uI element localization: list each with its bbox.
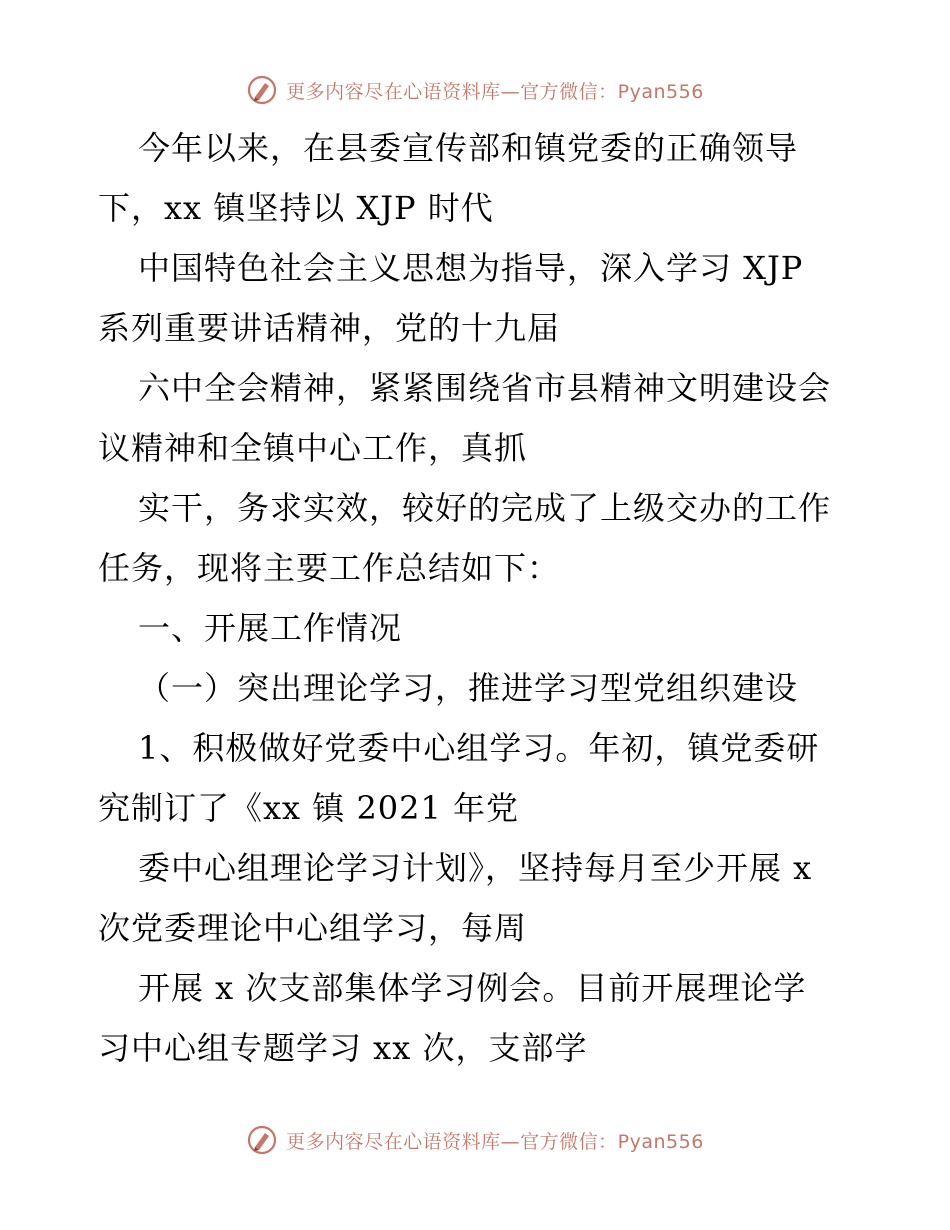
subsection-heading: （一）突出理论学习，推进学习型党组织建设 — [138, 669, 799, 707]
document-body — [98, 118, 858, 1078]
section-heading: 一、开展工作情况 — [138, 609, 403, 647]
footer-watermark — [0, 1120, 950, 1160]
paragraph-line: 任务，现将主要工作总结如下： — [98, 549, 561, 587]
header-watermark — [0, 70, 950, 110]
watermark-text: 更多内容尽在心语资料库—官方微信：Pyan556 — [286, 1130, 704, 1153]
paragraph-line: 次党委理论中心组学习，每周 — [98, 909, 528, 947]
paragraph-line: 1、积极做好党委中心组学习。年初，镇党委研 — [138, 729, 820, 767]
paragraph-line: 今年以来，在县委宣传部和镇党委的正确领导 — [138, 129, 799, 167]
paragraph-line: 下，xx 镇坚持以 XJP 时代 — [98, 189, 494, 227]
pen-logo-icon — [246, 74, 278, 106]
paragraph-line: 议精神和全镇中心工作，真抓 — [98, 429, 528, 467]
paragraph-line: 六中全会精神，紧紧围绕省市县精神文明建设会 — [138, 369, 832, 407]
paragraph-line: 开展 x 次支部集体学习例会。目前开展理论学 — [138, 969, 807, 1007]
paragraph-line: 委中心组理论学习计划》，坚持每月至少开展 x — [138, 849, 813, 887]
pen-logo-icon — [246, 1124, 278, 1156]
paragraph-line: 实干，务求实效，较好的完成了上级交办的工作 — [138, 489, 832, 527]
watermark-text: 更多内容尽在心语资料库—官方微信：Pyan556 — [286, 80, 704, 103]
paragraph-line: 究制订了《xx 镇 2021 年党 — [98, 789, 520, 827]
paragraph-line: 系列重要讲话精神，党的十九届 — [98, 309, 561, 347]
paragraph-line: 习中心组专题学习 xx 次，支部学 — [98, 1029, 588, 1067]
paragraph-line: 中国特色社会主义思想为指导，深入学习 XJP — [138, 249, 804, 287]
